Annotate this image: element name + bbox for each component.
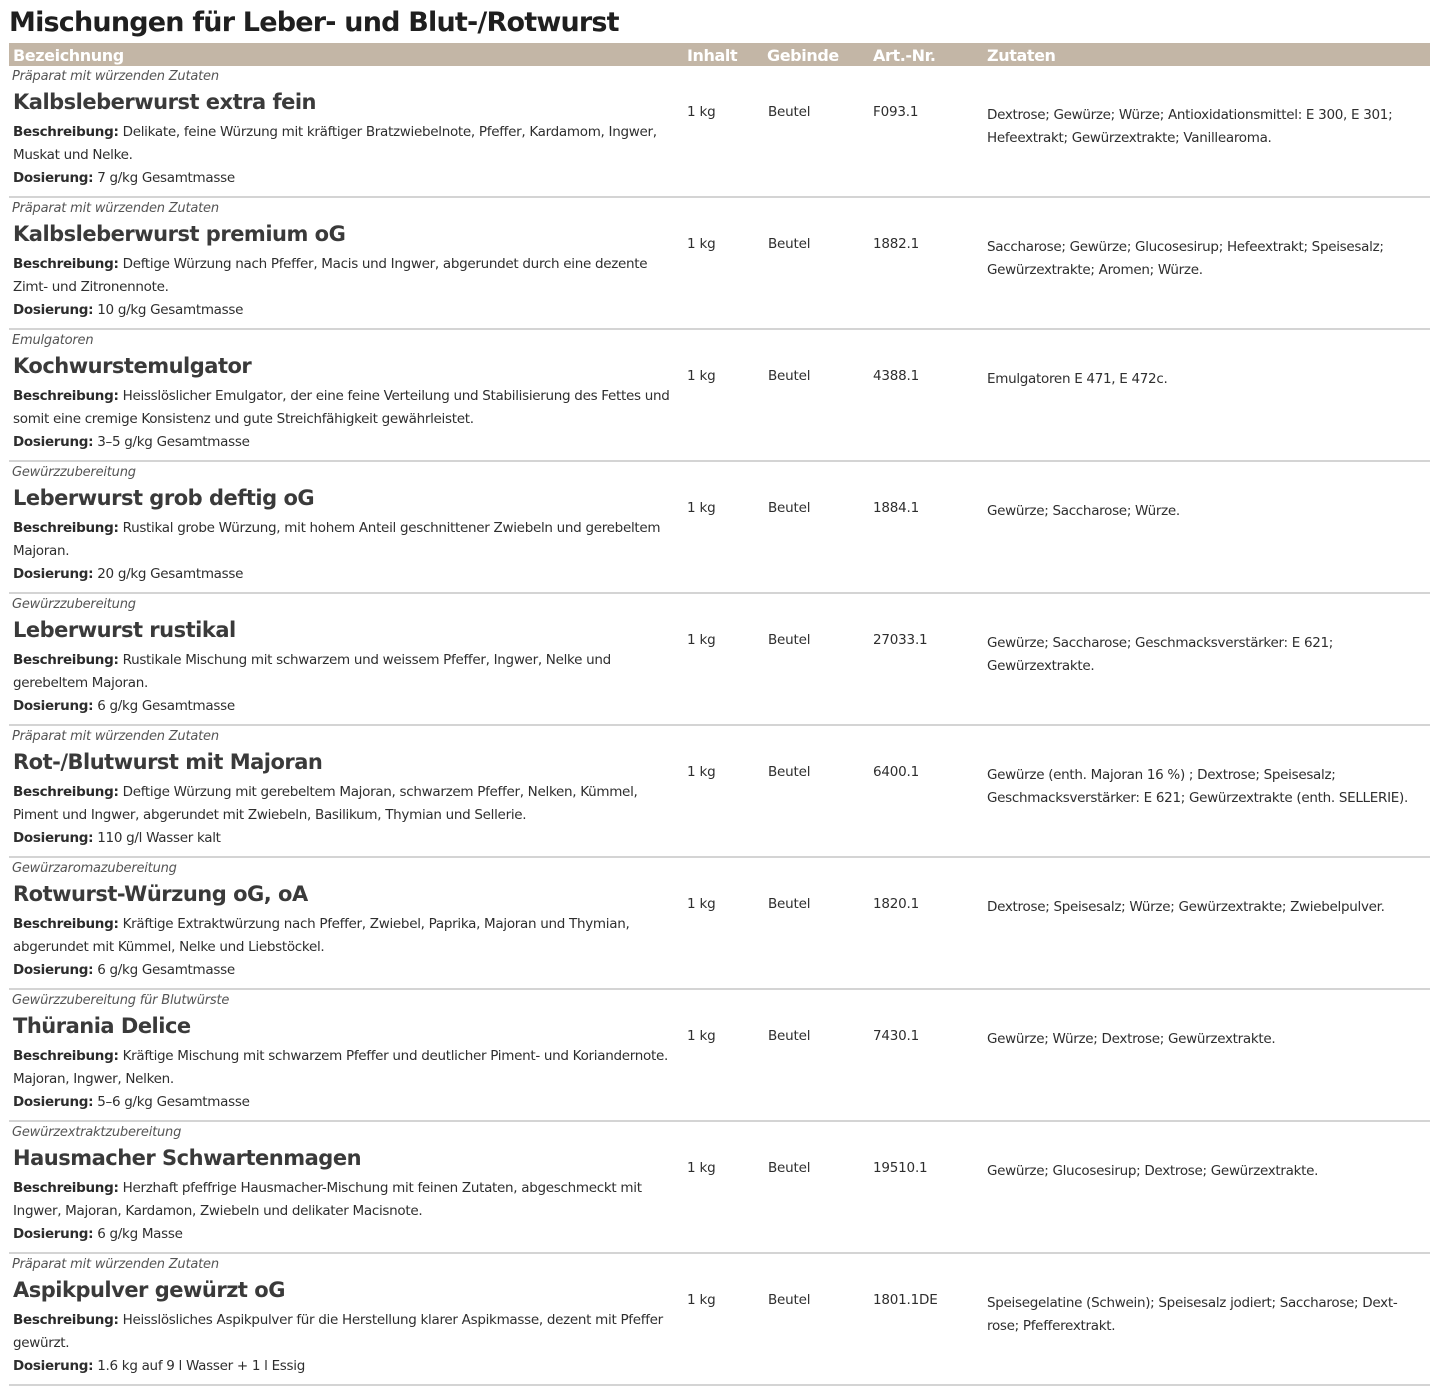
product-category: Präparat mit würzenden Zutaten bbox=[12, 69, 219, 84]
product-artnr: 19510.1 bbox=[873, 1160, 928, 1176]
product-description bbox=[13, 517, 678, 563]
description-text: Delikate, feine Würzung mit kräftiger Bratzwiebelnote, Pfeffer, Kardamom, Ingwer, Muskat und Nelke. bbox=[13, 124, 657, 163]
product-name: Leberwurst grob deftig oG bbox=[13, 486, 315, 510]
dosierung-label: Dosierung: bbox=[13, 698, 94, 714]
table-row bbox=[9, 462, 1430, 594]
product-category: Gewürzextraktzubereitung bbox=[12, 1125, 182, 1140]
header-zutaten: Zutaten bbox=[987, 46, 1056, 65]
product-dosage bbox=[13, 1091, 250, 1114]
product-gebinde: Beutel bbox=[768, 632, 811, 648]
dosierung-label: Dosierung: bbox=[13, 1358, 94, 1374]
product-artnr: 4388.1 bbox=[873, 368, 920, 384]
beschreibung-label: Beschreibung: bbox=[13, 784, 119, 800]
description-text: Herzhaft pfeffrige Hausmacher-Mischung mit feinen Zutaten, abgeschmeckt mit Ingwer, Majoran, Kardamon, Zwiebeln und delikater Macisnote. bbox=[13, 1180, 642, 1219]
dosage-text: 6 g/kg Gesamtmasse bbox=[97, 698, 235, 714]
product-description bbox=[13, 1309, 678, 1355]
dosage-text: 10 g/kg Gesamtmasse bbox=[97, 302, 244, 318]
product-name: Hausmacher Schwartenmagen bbox=[13, 1146, 362, 1170]
product-category: Emulgatoren bbox=[12, 333, 94, 348]
description-text: Rustikal grobe Würzung, mit hohem Anteil geschnittener Zwiebeln und gerebeltem Majoran. bbox=[13, 520, 661, 559]
product-inhalt: 1 kg bbox=[687, 104, 716, 120]
product-gebinde: Beutel bbox=[768, 500, 811, 516]
table-row bbox=[9, 990, 1430, 1122]
product-zutaten: Dextrose; Gewürze; Würze; Antioxidationsmittel: E 300, E 301; Hefeextrakt; Gewürzextrakte; Vanillearoma. bbox=[987, 107, 1393, 146]
product-category: Gewürzaromazubereitung bbox=[12, 861, 177, 876]
product-dosage bbox=[13, 431, 250, 454]
product-zutaten: Saccharose; Gewürze; Glucosesirup; Hefeextrakt; Speisesalz; Gewürzextrakte; Aromen; Würze. bbox=[987, 239, 1384, 278]
beschreibung-label: Beschreibung: bbox=[13, 520, 119, 536]
table-row bbox=[9, 330, 1430, 462]
product-artnr: 1820.1 bbox=[873, 896, 920, 912]
product-name: Thürania Delice bbox=[13, 1014, 191, 1038]
beschreibung-label: Beschreibung: bbox=[13, 652, 119, 668]
table-row bbox=[9, 726, 1430, 858]
beschreibung-label: Beschreibung: bbox=[13, 916, 119, 932]
product-dosage bbox=[13, 827, 221, 850]
product-dosage bbox=[13, 299, 243, 322]
dosierung-label: Dosierung: bbox=[13, 566, 94, 582]
beschreibung-label: Beschreibung: bbox=[13, 256, 119, 272]
product-gebinde: Beutel bbox=[768, 104, 811, 120]
dosierung-label: Dosierung: bbox=[13, 1226, 94, 1242]
beschreibung-label: Beschreibung: bbox=[13, 388, 119, 404]
header-gebinde: Gebinde bbox=[767, 46, 839, 65]
product-zutaten: Gewürze; Saccharose; Geschmacksverstärker: E 621; Gewürzextrakte. bbox=[987, 635, 1334, 674]
product-dosage bbox=[13, 1355, 305, 1378]
product-table bbox=[9, 66, 1430, 1386]
dosage-text: 110 g/l Wasser kalt bbox=[97, 830, 221, 846]
product-inhalt: 1 kg bbox=[687, 236, 716, 252]
product-name: Rot-/Blutwurst mit Majoran bbox=[13, 750, 323, 774]
product-gebinde: Beutel bbox=[768, 896, 811, 912]
product-name: Kochwurstemulgator bbox=[13, 354, 252, 378]
product-artnr: 1882.1 bbox=[873, 236, 920, 252]
product-category: Präparat mit würzenden Zutaten bbox=[12, 1257, 219, 1272]
dosierung-label: Dosierung: bbox=[13, 830, 94, 846]
product-inhalt: 1 kg bbox=[687, 632, 716, 648]
header-bezeichnung: Bezeichnung bbox=[13, 46, 124, 65]
dosage-text: 7 g/kg Gesamtmasse bbox=[97, 170, 235, 186]
product-description bbox=[13, 1177, 678, 1223]
product-zutaten: Dextrose; Speisesalz; Würze; Gewürzextrakte; Zwiebelpulver. bbox=[987, 899, 1385, 915]
product-name: Rotwurst-Würzung oG, oA bbox=[13, 882, 308, 906]
product-inhalt: 1 kg bbox=[687, 896, 716, 912]
dosage-text: 6 g/kg Gesamtmasse bbox=[97, 962, 235, 978]
product-zutaten: Gewürze; Saccharose; Würze. bbox=[987, 503, 1180, 519]
product-gebinde: Beutel bbox=[768, 236, 811, 252]
product-artnr: 6400.1 bbox=[873, 764, 920, 780]
product-zutaten: Gewürze (enth. Majoran 16 %) ; Dextrose; Speisesalz; Geschmacksverstärker: E 621; Gewürzextrakte (enth. SELLERIE). bbox=[987, 767, 1408, 806]
dosierung-label: Dosierung: bbox=[13, 302, 94, 318]
beschreibung-label: Beschreibung: bbox=[13, 1312, 119, 1328]
dosierung-label: Dosierung: bbox=[13, 962, 94, 978]
product-inhalt: 1 kg bbox=[687, 1028, 716, 1044]
table-row bbox=[9, 594, 1430, 726]
description-text: Heisslösliches Aspikpulver für die Herstellung klarer Aspikmasse, dezent mit Pfeffer gewürzt. bbox=[13, 1312, 663, 1351]
beschreibung-label: Beschreibung: bbox=[13, 1048, 119, 1064]
dosierung-label: Dosierung: bbox=[13, 170, 94, 186]
beschreibung-label: Beschreibung: bbox=[13, 124, 119, 140]
product-inhalt: 1 kg bbox=[687, 1292, 716, 1308]
table-row bbox=[9, 1254, 1430, 1386]
dosage-text: 20 g/kg Gesamtmasse bbox=[97, 566, 244, 582]
product-gebinde: Beutel bbox=[768, 1160, 811, 1176]
product-gebinde: Beutel bbox=[768, 1028, 811, 1044]
product-category: Gewürzzubereitung für Blutwürste bbox=[12, 993, 230, 1008]
beschreibung-label: Beschreibung: bbox=[13, 1180, 119, 1196]
table-row bbox=[9, 858, 1430, 990]
product-zutaten: Emulgatoren E 471, E 472c. bbox=[987, 371, 1168, 387]
product-description bbox=[13, 913, 678, 959]
product-zutaten: Speisegelatine (Schwein); Speisesalz jodiert; Saccharose; Dext-rose; Pfefferextrakt. bbox=[987, 1295, 1398, 1334]
product-dosage bbox=[13, 563, 243, 586]
dosage-text: 6 g/kg Masse bbox=[97, 1226, 183, 1242]
product-inhalt: 1 kg bbox=[687, 1160, 716, 1176]
description-text: Deftige Würzung mit gerebeltem Majoran, schwarzem Pfeffer, Nelken, Kümmel, Piment und Ingwer, abgerundet mit Zwiebeln, Basilikum, Thymian und Sellerie. bbox=[13, 784, 638, 823]
product-dosage bbox=[13, 695, 235, 718]
product-description bbox=[13, 121, 678, 167]
table-row bbox=[9, 1122, 1430, 1254]
header-artnr: Art.-Nr. bbox=[873, 46, 936, 65]
product-dosage bbox=[13, 1223, 183, 1246]
product-zutaten: Gewürze; Würze; Dextrose; Gewürzextrakte. bbox=[987, 1031, 1276, 1047]
product-dosage bbox=[13, 959, 235, 982]
dosage-text: 1.6 kg auf 9 l Wasser + 1 l Essig bbox=[97, 1358, 305, 1374]
header-inhalt: Inhalt bbox=[687, 46, 738, 65]
product-inhalt: 1 kg bbox=[687, 368, 716, 384]
product-zutaten: Gewürze; Glucosesirup; Dextrose; Gewürzextrakte. bbox=[987, 1163, 1319, 1179]
product-name: Kalbsleberwurst extra fein bbox=[13, 90, 316, 114]
product-name: Kalbsleberwurst premium oG bbox=[13, 222, 346, 246]
description-text: Kräftige Extraktwürzung nach Pfeffer, Zwiebel, Paprika, Majoran und Thymian, abgerundet mit Kümmel, Nelke und Liebstöckel. bbox=[13, 916, 630, 955]
product-gebinde: Beutel bbox=[768, 764, 811, 780]
product-name: Leberwurst rustikal bbox=[13, 618, 236, 642]
product-artnr: F093.1 bbox=[873, 104, 919, 120]
product-description bbox=[13, 253, 678, 299]
product-name: Aspikpulver gewürzt oG bbox=[13, 1278, 285, 1302]
table-row bbox=[9, 198, 1430, 330]
product-description bbox=[13, 1045, 678, 1091]
product-artnr: 1884.1 bbox=[873, 500, 920, 516]
description-text: Deftige Würzung nach Pfeffer, Macis und Ingwer, abgerundet durch eine dezente Zimt- und Zitronennote. bbox=[13, 256, 648, 295]
product-description bbox=[13, 649, 678, 695]
dosage-text: 5–6 g/kg Gesamtmasse bbox=[97, 1094, 250, 1110]
product-category: Gewürzzubereitung bbox=[12, 465, 136, 480]
dosierung-label: Dosierung: bbox=[13, 1094, 94, 1110]
table-row bbox=[9, 66, 1430, 198]
product-category: Präparat mit würzenden Zutaten bbox=[12, 201, 219, 216]
page-title: Mischungen für Leber- und Blut-/Rotwurst bbox=[9, 7, 619, 38]
product-description bbox=[13, 781, 678, 827]
product-artnr: 1801.1DE bbox=[873, 1292, 938, 1308]
product-category: Präparat mit würzenden Zutaten bbox=[12, 729, 219, 744]
product-inhalt: 1 kg bbox=[687, 500, 716, 516]
product-description bbox=[13, 385, 678, 431]
product-artnr: 7430.1 bbox=[873, 1028, 920, 1044]
product-artnr: 27033.1 bbox=[873, 632, 928, 648]
dosage-text: 3–5 g/kg Gesamtmasse bbox=[97, 434, 250, 450]
description-text: Rustikale Mischung mit schwarzem und weissem Pfeffer, Ingwer, Nelke und gerebeltem Majoran. bbox=[13, 652, 611, 691]
table-header bbox=[9, 43, 1430, 66]
product-gebinde: Beutel bbox=[768, 1292, 811, 1308]
description-text: Kräftige Mischung mit schwarzem Pfeffer und deutlicher Piment- und Koriandernote. Majoran, Ingwer, Nelken. bbox=[13, 1048, 668, 1087]
product-category: Gewürzzubereitung bbox=[12, 597, 136, 612]
product-dosage bbox=[13, 167, 235, 190]
product-inhalt: 1 kg bbox=[687, 764, 716, 780]
dosierung-label: Dosierung: bbox=[13, 434, 94, 450]
description-text: Heisslöslicher Emulgator, der eine feine Verteilung und Stabilisierung des Fettes und somit eine cremige Konsistenz und gute Streichfähigkeit gewährleistet. bbox=[13, 388, 670, 427]
product-gebinde: Beutel bbox=[768, 368, 811, 384]
